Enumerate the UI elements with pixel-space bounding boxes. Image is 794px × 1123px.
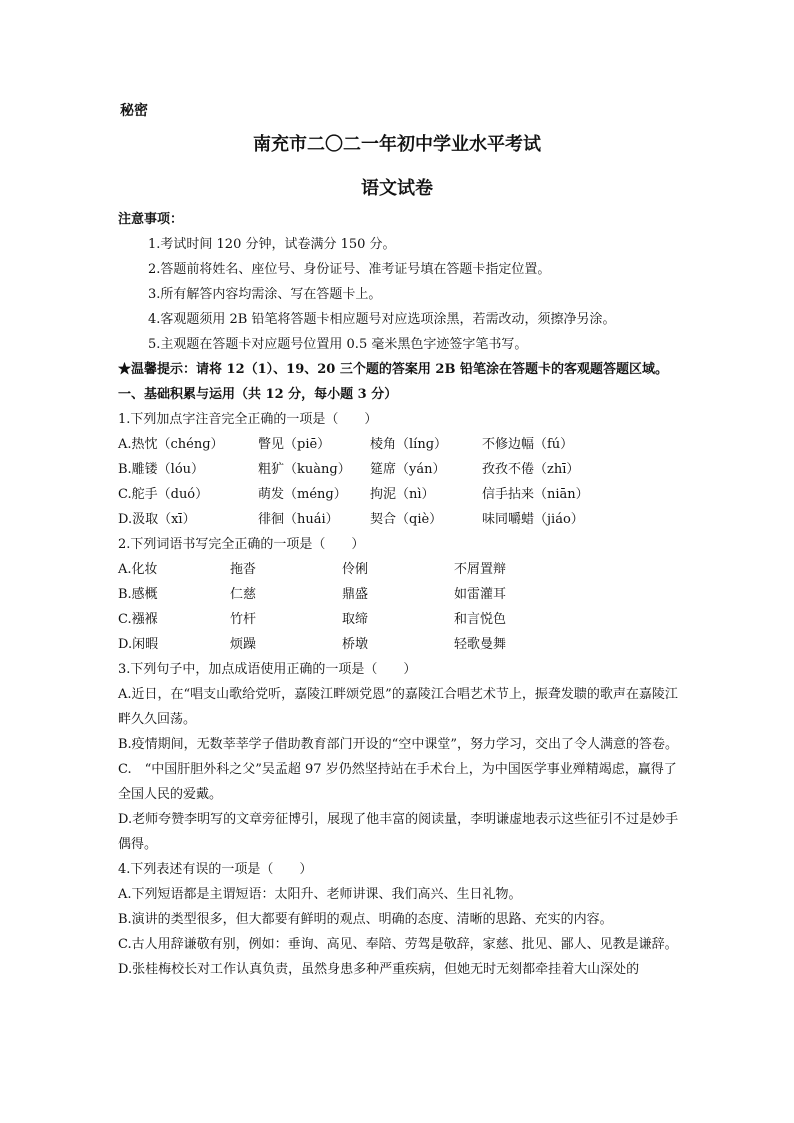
section-heading: 一、基础积累与运用（共 12 分，每小题 3 分）: [118, 387, 398, 402]
question-3-stem: 3.下列句子中，加点成语使用正确的一项是（ ）: [118, 662, 417, 677]
option-item: 信手拈来（niān）: [482, 487, 589, 502]
notes-heading: 注意事项：: [118, 212, 184, 227]
option-item: D.闲暇: [118, 637, 159, 652]
option-item: 徘徊（huái）: [258, 512, 339, 527]
option-item: C.襁褓: [118, 612, 158, 627]
option-item: 如雷灌耳: [454, 587, 507, 602]
option-item: B.雕镂（lóu）: [118, 462, 205, 477]
option-item: 竹杆: [230, 612, 257, 627]
note-item: 1.考试时间 120 分钟，试卷满分 150 分。: [148, 237, 396, 252]
option-item: 伶俐: [342, 562, 369, 577]
note-item: 2.答题前将姓名、座位号、身份证号、准考证号填在答题卡指定位置。: [148, 262, 551, 277]
option-item: C.舵手（duó）: [118, 487, 209, 502]
option-item: 桥墩: [342, 637, 369, 652]
question-3-option: B.疫情期间，无数莘莘学子借助教育部门开设的“空中课堂”，努力学习，交出了令人满意的答卷。: [118, 737, 678, 752]
question-4-stem: 4.下列表述有误的一项是（ ）: [118, 862, 313, 877]
question-1-option-row: [118, 432, 686, 457]
option-item: 味同嚼蜡（jiáo）: [482, 512, 584, 527]
option-item: 不屑置辩: [454, 562, 507, 577]
option-item: 取缔: [342, 612, 369, 627]
option-item: A.化妆: [118, 562, 158, 577]
question-2-stem: 2.下列词语书写完全正确的一项是（ ）: [118, 537, 365, 552]
question-3-option: A.近日，在“唱支山歌给党听，嘉陵江畔颂党恩”的嘉陵江合唱艺术节上，振聋发聩的歌声在嘉陵江畔久久回荡。: [118, 687, 678, 727]
question-4-option: C.古人用辞谦敬有别，例如：垂询、高见、奉陪、劳驾是敬辞，家慈、批见、鄙人、见教是谦辞。: [118, 937, 678, 952]
option-item: 棱角（línɡ）: [370, 437, 448, 452]
note-item: 3.所有解答内容均需涂、写在答题卡上。: [148, 287, 382, 302]
option-item: 拖沓: [230, 562, 257, 577]
question-1-option-row: [118, 507, 686, 532]
question-4-option: A.下列短语都是主谓短语：太阳升、老师讲课、我们高兴、生日礼物。: [118, 887, 522, 902]
question-2-option-row: [118, 632, 686, 657]
option-item: 拘泥（nì）: [370, 487, 435, 502]
option-item: B.感概: [118, 587, 158, 602]
option-item: 仁慈: [230, 587, 257, 602]
option-item: 萌发（ménɡ）: [258, 487, 347, 502]
question-4-option: D.张桂梅校长对工作认真负责，虽然身患多种严重疾病，但她无时无刻都牵挂着大山深处的: [118, 962, 640, 977]
option-item: 孜孜不倦（zhī）: [482, 462, 580, 477]
option-item: 瞥见（piē）: [258, 437, 331, 452]
secret-label: 秘密: [120, 103, 148, 119]
option-item: 烦躁: [230, 637, 257, 652]
option-item: A.热忱（chénɡ）: [118, 437, 224, 452]
question-1-option-row: [118, 482, 686, 507]
question-2-option-row: [118, 582, 686, 607]
option-item: 和言悦色: [454, 612, 507, 627]
option-item: 不修边幅（fú）: [482, 437, 574, 452]
question-3-option: C. “中国肝胆外科之父”吴孟超 97 岁仍然坚持站在手术台上，为中国医学事业殚精竭虑，赢得了全国人民的爱戴。: [118, 762, 677, 802]
warm-tip: ★温馨提示：请将 12（1）、19、20 三个题的答案用 2B 铅笔涂在答题卡的客观题答题区域。: [118, 362, 668, 377]
option-item: 筵席（yán）: [370, 462, 446, 477]
note-item: 4.客观题须用 2B 铅笔将答题卡相应题号对应选项涂黑，若需改动，须擦净另涂。: [148, 312, 616, 327]
exam-title: 南充市二〇二一年初中学业水平考试: [253, 134, 541, 155]
exam-subtitle: 语文试卷: [361, 178, 433, 199]
exam-body: [118, 207, 686, 982]
option-item: D.汲取（xī）: [118, 512, 196, 527]
option-item: 契合（qiè）: [370, 512, 443, 527]
option-item: 鼎盛: [342, 587, 369, 602]
question-4-option: B.演讲的类型很多，但大都要有鲜明的观点、明确的态度、清晰的思路、充实的内容。: [118, 912, 613, 927]
option-item: 粗犷（kuànɡ）: [258, 462, 351, 477]
question-3-option: D.老师夸赞李明写的文章旁征博引，展现了他丰富的阅读量，李明谦虚地表示这些征引不过是妙手偶得。: [118, 812, 679, 852]
question-2-option-row: [118, 557, 686, 582]
question-2-option-row: [118, 607, 686, 632]
option-item: 轻歌曼舞: [454, 637, 507, 652]
question-1-stem: 1.下列加点字注音完全正确的一项是（ ）: [118, 412, 378, 427]
question-1-option-row: [118, 457, 686, 482]
note-item: 5.主观题在答题卡对应题号位置用 0.5 毫米黑色字迹签字笔书写。: [148, 337, 528, 352]
